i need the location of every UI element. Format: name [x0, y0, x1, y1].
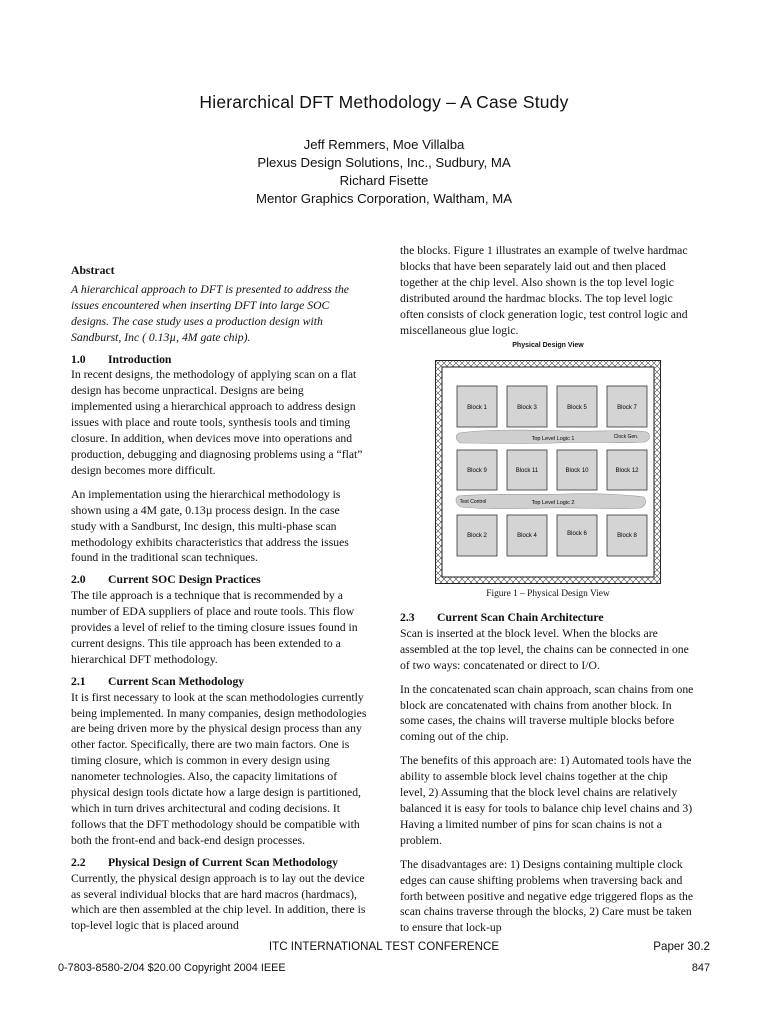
paragraph: An implementation using the hierarchical methodology is shown using a 4M gate, 0.13µ process design. In the case study with a Sandburst, Inc design, this multi-phase scan methodology exhibits characteristics that address the issues found in the traditional scan techniques. — [71, 487, 349, 565]
author-line-3: Richard Fisette — [339, 173, 429, 188]
block-label: Block 7 — [617, 405, 637, 411]
logic-label: Top Level Logic 2 — [531, 500, 575, 506]
paragraph: The benefits of this approach are: 1) Automated tools have the ability to assemble block level chains together at the chip level, 2) Assuming that the block level chains are relatively balanced it is easy for tools to balance chip level chains and 3) Having a limited number of pins for scan chains is not a problem. — [400, 754, 693, 847]
test-control-label: Test Control — [459, 499, 487, 505]
section-heading-2-3 — [400, 610, 696, 626]
paragraph: Scan is inserted at the block level. When the blocks are assembled at the top level, the chains can be connected in one of two ways: concatenated or direct to I/O. — [400, 626, 689, 672]
block-label: Block 12 — [615, 468, 639, 474]
paragraph: The tile approach is a technique that is recommended by a number of EDA suppliers of place and route tools. This flow provides a level of relief to the timing closure issues found in current designs. This tile approach has been extended to a hierarchical DFT methodology. — [71, 589, 358, 666]
section-title: Introduction — [108, 352, 172, 366]
figure-1 — [400, 342, 696, 600]
section-title: Physical Design of Current Scan Methodology — [108, 855, 338, 869]
section-heading-1 — [71, 352, 367, 368]
paragraph: the blocks. Figure 1 illustrates an example of twelve hardmac blocks that have been separately laid out and then placed together at the chip level. Also shown is the top level logic distributed around the hardmac blocks. The top level logic often consists of clock generation logic, test control logic and miscellaneous glue logic. — [400, 244, 688, 337]
footer-conference: ITC INTERNATIONAL TEST CONFERENCE — [268, 940, 500, 953]
section-title: Current Scan Chain Architecture — [437, 611, 604, 624]
paper-title: Hierarchical DFT Methodology – A Case Study — [199, 92, 569, 112]
paragraph: In the concatenated scan chain approach, scan chains from one block are concatenated with chains from another block. In some cases, the chains will traverse multiple blocks before coming out of the chip. — [400, 682, 694, 744]
footer-page-number: 847 — [691, 962, 710, 974]
section-title: Current SOC Design Practices — [108, 573, 261, 587]
right-column-lower — [400, 610, 696, 936]
right-column — [400, 243, 696, 338]
section-number: 2.1 — [71, 674, 86, 688]
block-label: Block 8 — [617, 533, 637, 539]
block-label: Block 5 — [567, 405, 587, 411]
block-label: Block 11 — [515, 468, 539, 474]
section-heading-2-2 — [71, 855, 367, 871]
figure-caption: Figure 1 – Physical Design View — [486, 589, 610, 599]
section-number: 1.0 — [71, 352, 86, 366]
block-label: Block 6 — [567, 531, 587, 537]
clock-gen-label: Clock Gen. — [613, 434, 639, 440]
block-label: Block 1 — [467, 405, 487, 411]
figure-title: Physical Design View — [512, 342, 584, 349]
footer-paper-number: Paper 30.2 — [653, 940, 710, 953]
paragraph: It is first necessary to look at the scan methodologies currently being implemented. In many companies, design methodologies are being driven more by the physical design process than any other factor. Specifically, there are two main factors. One is timing closure, which is common in every design using nanometer technologies. Also, the capacity limitations of physical design tools dictate how a large design is partitioned, which in turn drives architectural and coding decisions. It follows that the DFT methodology should be compatible with both the front-end and back-end design processes. — [71, 690, 367, 847]
paragraph: Currently, the physical design approach is to lay out the device as several individual blocks that are hard macros (hardmacs), which are then assembled at the chip level. In addition, there is top-level logic that is placed around — [71, 871, 366, 933]
section-title: Current Scan Methodology — [108, 674, 245, 688]
footer-copyright: 0-7803-8580-2/04 $20.00 Copyright 2004 IEEE — [58, 962, 286, 974]
section-number: 2.3 — [400, 611, 415, 624]
author-line-2: Plexus Design Solutions, Inc., Sudbury, MA — [257, 155, 511, 170]
author-line-1: Jeff Remmers, Moe Villalba — [303, 137, 465, 152]
section-heading-2-1 — [71, 674, 367, 690]
block-label: Block 10 — [565, 468, 589, 474]
logic-label: Top Level Logic 1 — [531, 436, 575, 442]
physical-design-diagram — [435, 360, 661, 584]
abstract-text: A hierarchical approach to DFT is presented to address the issues encountered when inserting DFT into large SOC designs. The case study uses a production design with Sandburst, Inc ( 0.13µ, 4M gate chip). — [71, 282, 349, 344]
abstract-heading: Abstract — [71, 264, 115, 277]
section-number: 2.0 — [71, 573, 86, 587]
paragraph: In recent designs, the methodology of applying scan on a flat design has become unpractical. Designs are being implemented using a hierarchical approach to address design issues with place and route tools, synthesis tools and timing closure. In addition, when devices move into operations and production, debugging and diagnosing problems using a “flat” design becomes more difficult. — [71, 368, 363, 477]
block-label: Block 9 — [467, 468, 487, 474]
author-line-4: Mentor Graphics Corporation, Waltham, MA — [255, 191, 513, 206]
block-label: Block 2 — [467, 533, 487, 539]
block-label: Block 3 — [517, 405, 537, 411]
paragraph: The disadvantages are: 1) Designs containing multiple clock edges can cause shifting problems when traversing back and forth between positive and negative edge triggered flops as the scan chains traverse through the blocks, 2) Care must be taken to ensure that lock-up — [400, 857, 694, 935]
left-column — [71, 263, 367, 934]
block-label: Block 4 — [517, 533, 537, 539]
section-heading-2 — [71, 572, 367, 588]
section-number: 2.2 — [71, 855, 86, 869]
